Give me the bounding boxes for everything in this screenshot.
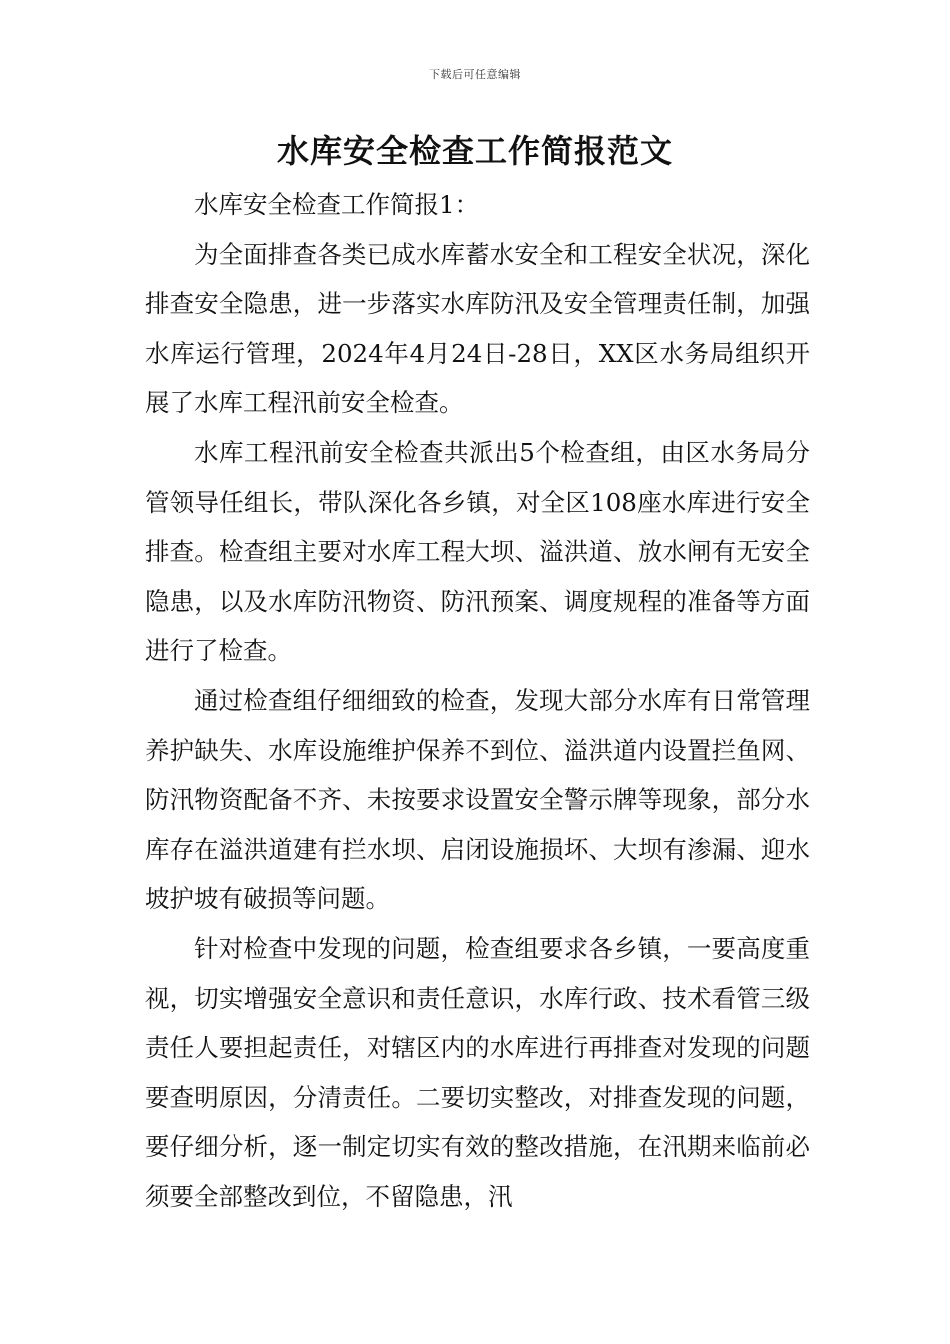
paragraph-subheading: 水库安全检查工作简报1： <box>194 190 480 219</box>
paragraph-4: 针对检查中发现的问题，检查组要求各乡镇，一要高度重视，切实增强安全意识和责任意识，水库行政、技术看管三级责任人要担起责任，对辖区内的水库进行再排查对发现的问题要查明原因，分清责任。二要切实整改，对排查发现的问题，要仔细分析，逐一制定切实有效的整改措施，在汛期来临前必须要全部整改到位，不留隐患，汛 <box>145 933 810 1211</box>
paragraph-3: 通过检查组仔细细致的检查，发现大部分水库有日常管理养护缺失、水库设施维护保养不到位、溢洪道内设置拦鱼网、防汛物资配备不齐、未按要求设置安全警示牌等现象，部分水库存在溢洪道建有拦水坝、启闭设施损坏、大坝有渗漏、迎水坡护坡有破损等问题。 <box>145 685 810 914</box>
header-note: 下载后可任意编辑 <box>429 68 521 81</box>
document-body <box>145 180 810 1221</box>
paragraph-2: 水库工程汛前安全检查共派出5个检查组，由区水务局分管领导任组长，带队深化各乡镇，对全区108座水库进行安全排查。检查组主要对水库工程大坝、溢洪道、放水闸有无安全隐患，以及水库防汛物资、防汛预案、调度规程的准备等方面进行了检查。 <box>145 437 810 666</box>
document-title: 水库安全检查工作简报范文 <box>276 132 673 170</box>
paragraph-1: 为全面排查各类已成水库蓄水安全和工程安全状况，深化排查安全隐患，进一步落实水库防汛及安全管理责任制，加强水库运行管理，2024年4月24日-28日，XX区水务局组织开展了水库工程汛前安全检查。 <box>145 239 810 418</box>
